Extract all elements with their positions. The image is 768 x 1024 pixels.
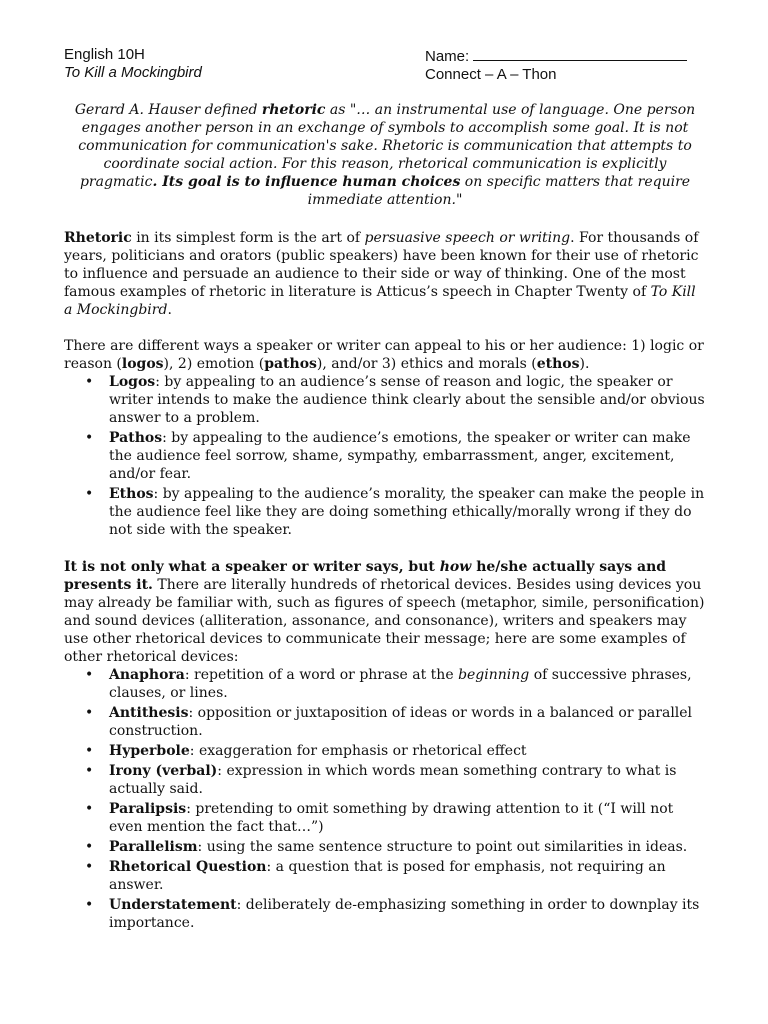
list-term: Understatement: [109, 897, 237, 913]
list-item: [64, 896, 706, 932]
logos-term: logos: [121, 356, 164, 372]
bullet-icon: •: [85, 486, 94, 502]
list-desc: : deliberately de-emphasizing something in order to downplay its importance.: [109, 897, 700, 931]
list-term: Anaphora: [109, 667, 185, 683]
list-item: [64, 800, 706, 836]
list-desc: : by appealing to the audience’s emotions, the speaker or writer can make the audience feel sorrow, shame, sympathy, embarrassment, anger, excitement, and/or fear.: [109, 430, 691, 482]
appeals-text: ), 2) emotion (: [163, 356, 265, 372]
name-row: [425, 46, 705, 66]
list-desc: : expression in which words mean something contrary to what is actually said.: [109, 763, 677, 797]
bullet-icon: •: [85, 839, 94, 855]
devices-bold: he/she actually says and presents it.: [64, 559, 667, 593]
list-desc: of successive phrases, clauses, or lines.: [109, 667, 692, 701]
appeals-text: ).: [579, 356, 590, 372]
list-term: Rhetorical Question: [109, 859, 267, 875]
appeals-list: [64, 373, 706, 539]
intro-book-title: To Kill a Mockingbird: [64, 284, 696, 318]
devices-bold-italic: how: [439, 559, 472, 575]
quote-term: rhetoric: [261, 102, 326, 118]
intro-italic: persuasive speech or writing: [364, 230, 571, 246]
devices-section: [64, 558, 706, 934]
list-desc: : exaggeration for emphasis or rhetorical effect: [189, 743, 527, 759]
devices-paragraph: [64, 558, 706, 666]
intro-paragraph: [64, 229, 706, 319]
bullet-icon: •: [85, 705, 94, 721]
bullet-icon: •: [85, 801, 94, 817]
hauser-quote: [64, 101, 706, 209]
bullet-icon: •: [85, 897, 94, 913]
quote-text: Gerard A. Hauser defined: [74, 102, 262, 118]
list-desc: : by appealing to the audience’s morality, the speaker can make the people in the audience feel like they are doing something ethically/morally wrong if they do not side with the speaker.: [109, 486, 705, 538]
name-blank: [473, 46, 687, 61]
pathos-term: pathos: [264, 356, 317, 372]
list-desc: : pretending to omit something by drawing attention to it (“I will not even mention the fact that…”): [109, 801, 674, 835]
intro-text: .: [167, 302, 172, 318]
connect-label: Connect – A – Thon: [425, 66, 557, 83]
list-term: Hyperbole: [109, 743, 190, 759]
devices-text: There are literally hundreds of rhetorical devices. Besides using devices you may already be familiar with, such as figures of speech (metaphor, simile, personification) and sound devices (alliteration, assonance, and consonance), writers and speakers may use other rhetorical devices to communicate their message; here are some examples of other rhetorical devices:: [64, 577, 705, 665]
course-name: English 10H: [64, 46, 145, 63]
list-desc: : repetition of a word or phrase at the: [184, 667, 459, 683]
bullet-icon: •: [85, 763, 94, 779]
list-italic: beginning: [458, 667, 530, 683]
quote-bold: . Its goal is to influence human choices: [152, 174, 461, 190]
list-item: [64, 704, 706, 740]
appeals-paragraph: [64, 337, 706, 373]
list-item: [64, 666, 706, 702]
list-item: [64, 762, 706, 798]
header-left: [64, 46, 394, 82]
list-term: Antithesis: [109, 705, 189, 721]
quote-text: as "… an instrumental use of language. One person engages another person in an exchange of symbols to accomplish some goal. It is not communication for communication's sake. Rhetoric is communication that attempts to coordinate social action. For this reason, rhetorical communication is explicitly pragmatic: [78, 102, 696, 190]
bullet-icon: •: [85, 430, 94, 446]
list-desc: : opposition or juxtaposition of ideas or words in a balanced or parallel construction.: [109, 705, 693, 739]
appeals-text: ), and/or 3) ethics and morals (: [316, 356, 537, 372]
list-term: Paralipsis: [109, 801, 187, 817]
list-desc: : using the same sentence structure to point out similarities in ideas.: [197, 839, 688, 855]
list-term: Pathos: [109, 430, 163, 446]
intro-text: . For thousands of years, politicians and orators (public speakers) have been known for their use of rhetoric to influence and persuade an audience to their side or way of thinking. One of the most famous examples of rhetoric in literature is Atticus’s speech in Chapter Twenty of: [64, 230, 699, 300]
quote-text: on specific matters that require immediate attention.": [307, 174, 691, 208]
bullet-icon: •: [85, 859, 94, 875]
bullet-icon: •: [85, 667, 94, 683]
list-term: Logos: [109, 374, 156, 390]
list-desc: : by appealing to an audience’s sense of reason and logic, the speaker or writer intends to make the audience think clearly about the sensible and/or obvious answer to a problem.: [109, 374, 705, 426]
book-title: To Kill a Mockingbird: [64, 64, 202, 81]
intro-term: Rhetoric: [64, 230, 132, 246]
ethos-term: ethos: [536, 356, 580, 372]
list-desc: : a question that is posed for emphasis, not requiring an answer.: [109, 859, 666, 893]
intro-text: in its simplest form is the art of: [131, 230, 365, 246]
bullet-icon: •: [85, 374, 94, 390]
devices-bold: It is not only what a speaker or writer says, but: [64, 559, 440, 575]
list-item: [64, 742, 706, 760]
list-term: Irony (verbal): [109, 763, 218, 779]
devices-list: [64, 666, 706, 932]
list-item: [64, 838, 706, 856]
list-item: [64, 858, 706, 894]
list-item: [64, 485, 706, 539]
list-item: [64, 373, 706, 427]
list-term: Ethos: [109, 486, 154, 502]
appeals-section: [64, 337, 706, 541]
name-label: Name:: [425, 48, 470, 65]
bullet-icon: •: [85, 743, 94, 759]
appeals-text: There are different ways a speaker or writer can appeal to his or her audience: 1) logic or reason (: [64, 338, 704, 372]
header-right: [425, 46, 705, 84]
list-item: [64, 429, 706, 483]
list-term: Parallelism: [109, 839, 198, 855]
